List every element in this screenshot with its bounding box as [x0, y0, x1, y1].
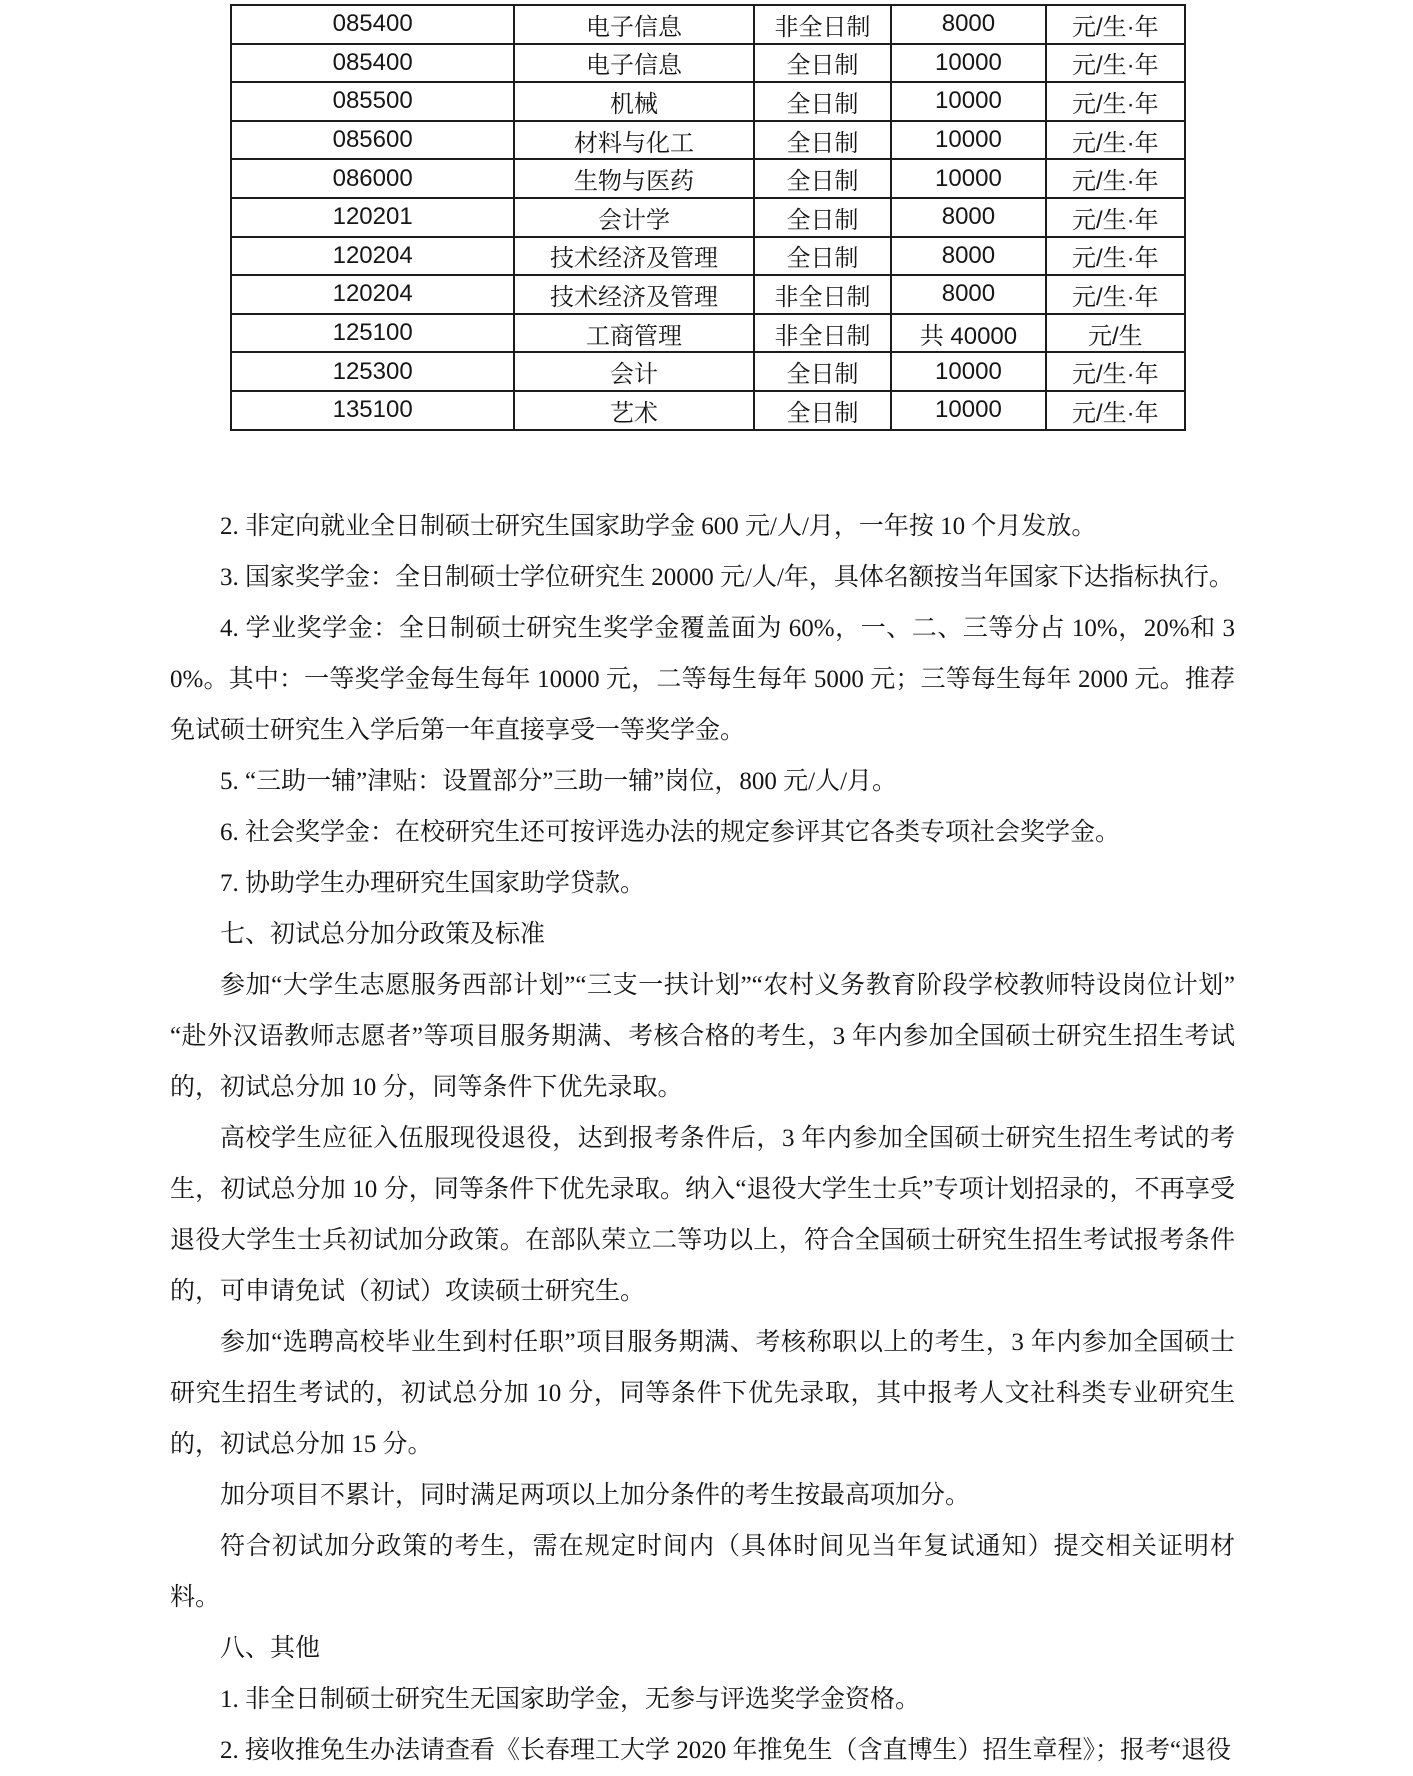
cell-fee: 8000: [891, 5, 1046, 44]
paragraph: 1. 非全日制硕士研究生无国家助学金，无参与评选奖学金资格。: [220, 1686, 921, 1713]
cell-major: 生物与医药: [514, 159, 753, 198]
paragraph: 2. 非定向就业全日制硕士研究生国家助学金 600 元/人/月，一年按 10 个月发放。: [220, 513, 1097, 540]
cell-code: 085500: [231, 82, 514, 121]
cell-mode: 非全日制: [754, 5, 891, 44]
cell-mode: 全日制: [754, 391, 891, 430]
cell-major: 会计学: [514, 198, 753, 237]
cell-code: 085400: [231, 5, 514, 44]
paragraph: 参加“大学生志愿服务西部计划”“三支一扶计划”“农村义务教育阶段学校教师特设岗位计划”“赴外汉语教师志愿者”等项目服务期满、考核合格的考生，3 年内参加全国硕士研究生招生考试的，初试总分加 10 分，同等条件下优先录取。: [170, 972, 1235, 1101]
cell-major: 材料与化工: [514, 121, 753, 160]
cell-unit: 元/生·年: [1046, 237, 1185, 276]
cell-unit: 元/生·年: [1046, 82, 1185, 121]
paragraph: 4. 学业奖学金：全日制硕士研究生奖学金覆盖面为 60%，一、二、三等分占 10%，20%和 30%。其中：一等奖学金每生每年 10000 元，二等每生每年 5000 元；三等每生每年 2000 元。推荐免试硕士研究生入学后第一年直接享受一等奖学金。: [170, 615, 1235, 744]
tuition-table: [230, 4, 1186, 431]
table-row: [231, 5, 1185, 44]
cell-unit: 元/生·年: [1046, 121, 1185, 160]
cell-code: 120204: [231, 275, 514, 314]
cell-unit: 元/生·年: [1046, 159, 1185, 198]
cell-mode: 全日制: [754, 121, 891, 160]
paragraph: 符合初试加分政策的考生，需在规定时间内（具体时间见当年复试通知）提交相关证明材料。: [170, 1533, 1235, 1611]
paragraph: 6. 社会奖学金：在校研究生还可按评选办法的规定参评其它各类专项社会奖学金。: [220, 819, 1121, 846]
paragraph: 3. 国家奖学金：全日制硕士学位研究生 20000 元/人/年，具体名额按当年国家下达指标执行。: [220, 564, 1234, 591]
table-row: [231, 275, 1185, 314]
cell-code: 135100: [231, 391, 514, 430]
table-row: [231, 44, 1185, 83]
cell-fee: 10000: [891, 121, 1046, 160]
cell-fee: 8000: [891, 198, 1046, 237]
table-row: [231, 198, 1185, 237]
table-row: [231, 159, 1185, 198]
cell-major: 技术经济及管理: [514, 237, 753, 276]
cell-mode: 全日制: [754, 159, 891, 198]
section-heading: 八、其他: [220, 1635, 321, 1662]
cell-fee: 10000: [891, 82, 1046, 121]
document-body: [170, 501, 1235, 1776]
cell-major: 艺术: [514, 391, 753, 430]
cell-fee: 8000: [891, 275, 1046, 314]
cell-mode: 非全日制: [754, 275, 891, 314]
cell-major: 电子信息: [514, 5, 753, 44]
cell-unit: 元/生·年: [1046, 44, 1185, 83]
cell-code: 125100: [231, 314, 514, 353]
cell-major: 工商管理: [514, 314, 753, 353]
cell-major: 技术经济及管理: [514, 275, 753, 314]
cell-unit: 元/生·年: [1046, 275, 1185, 314]
cell-unit: 元/生·年: [1046, 5, 1185, 44]
paragraph: 高校学生应征入伍服现役退役，达到报考条件后，3 年内参加全国硕士研究生招生考试的考生，初试总分加 10 分，同等条件下优先录取。纳入“退役大学生士兵”专项计划招录的，不再享受退役大学生士兵初试加分政策。在部队荣立二等功以上，符合全国硕士研究生招生考试报考条件的，可申请免试（初试）攻读硕士研究生。: [170, 1125, 1235, 1305]
cell-fee: 10000: [891, 44, 1046, 83]
cell-mode: 全日制: [754, 82, 891, 121]
paragraph: 参加“选聘高校毕业生到村任职”项目服务期满、考核称职以上的考生，3 年内参加全国硕士研究生招生考试的，初试总分加 10 分，同等条件下优先录取，其中报考人文社科类专业研究生的，初试总分加 15 分。: [170, 1329, 1235, 1458]
cell-unit: 元/生·年: [1046, 352, 1185, 391]
cell-mode: 全日制: [754, 237, 891, 276]
cell-mode: 全日制: [754, 44, 891, 83]
paragraph: 2. 接收推免生办法请查看《长春理工大学 2020 年推免生（含直博生）招生章程》；报考“退役: [220, 1737, 1232, 1764]
cell-code: 086000: [231, 159, 514, 198]
cell-mode: 全日制: [754, 198, 891, 237]
cell-code: 120201: [231, 198, 514, 237]
paragraph: 7. 协助学生办理研究生国家助学贷款。: [220, 870, 646, 897]
cell-unit: 元/生: [1046, 314, 1185, 353]
cell-fee: 10000: [891, 391, 1046, 430]
cell-fee: 10000: [891, 159, 1046, 198]
table-row: [231, 121, 1185, 160]
table-row: [231, 237, 1185, 276]
cell-code: 085600: [231, 121, 514, 160]
table-row: [231, 82, 1185, 121]
cell-major: 会计: [514, 352, 753, 391]
table-row: [231, 391, 1185, 430]
cell-major: 机械: [514, 82, 753, 121]
cell-major: 电子信息: [514, 44, 753, 83]
cell-fee: 共 40000: [891, 314, 1046, 353]
cell-code: 085400: [231, 44, 514, 83]
cell-mode: 全日制: [754, 352, 891, 391]
cell-fee: 8000: [891, 237, 1046, 276]
section-heading: 七、初试总分加分政策及标准: [220, 921, 546, 948]
cell-unit: 元/生·年: [1046, 391, 1185, 430]
cell-fee: 10000: [891, 352, 1046, 391]
paragraph: 加分项目不累计，同时满足两项以上加分条件的考生按最高项加分。: [220, 1482, 971, 1509]
table-row: [231, 314, 1185, 353]
table-row: [231, 352, 1185, 391]
cell-code: 125300: [231, 352, 514, 391]
cell-code: 120204: [231, 237, 514, 276]
cell-unit: 元/生·年: [1046, 198, 1185, 237]
cell-mode: 非全日制: [754, 314, 891, 353]
paragraph: 5. “三助一辅”津贴：设置部分”三助一辅”岗位，800 元/人/月。: [220, 768, 898, 795]
